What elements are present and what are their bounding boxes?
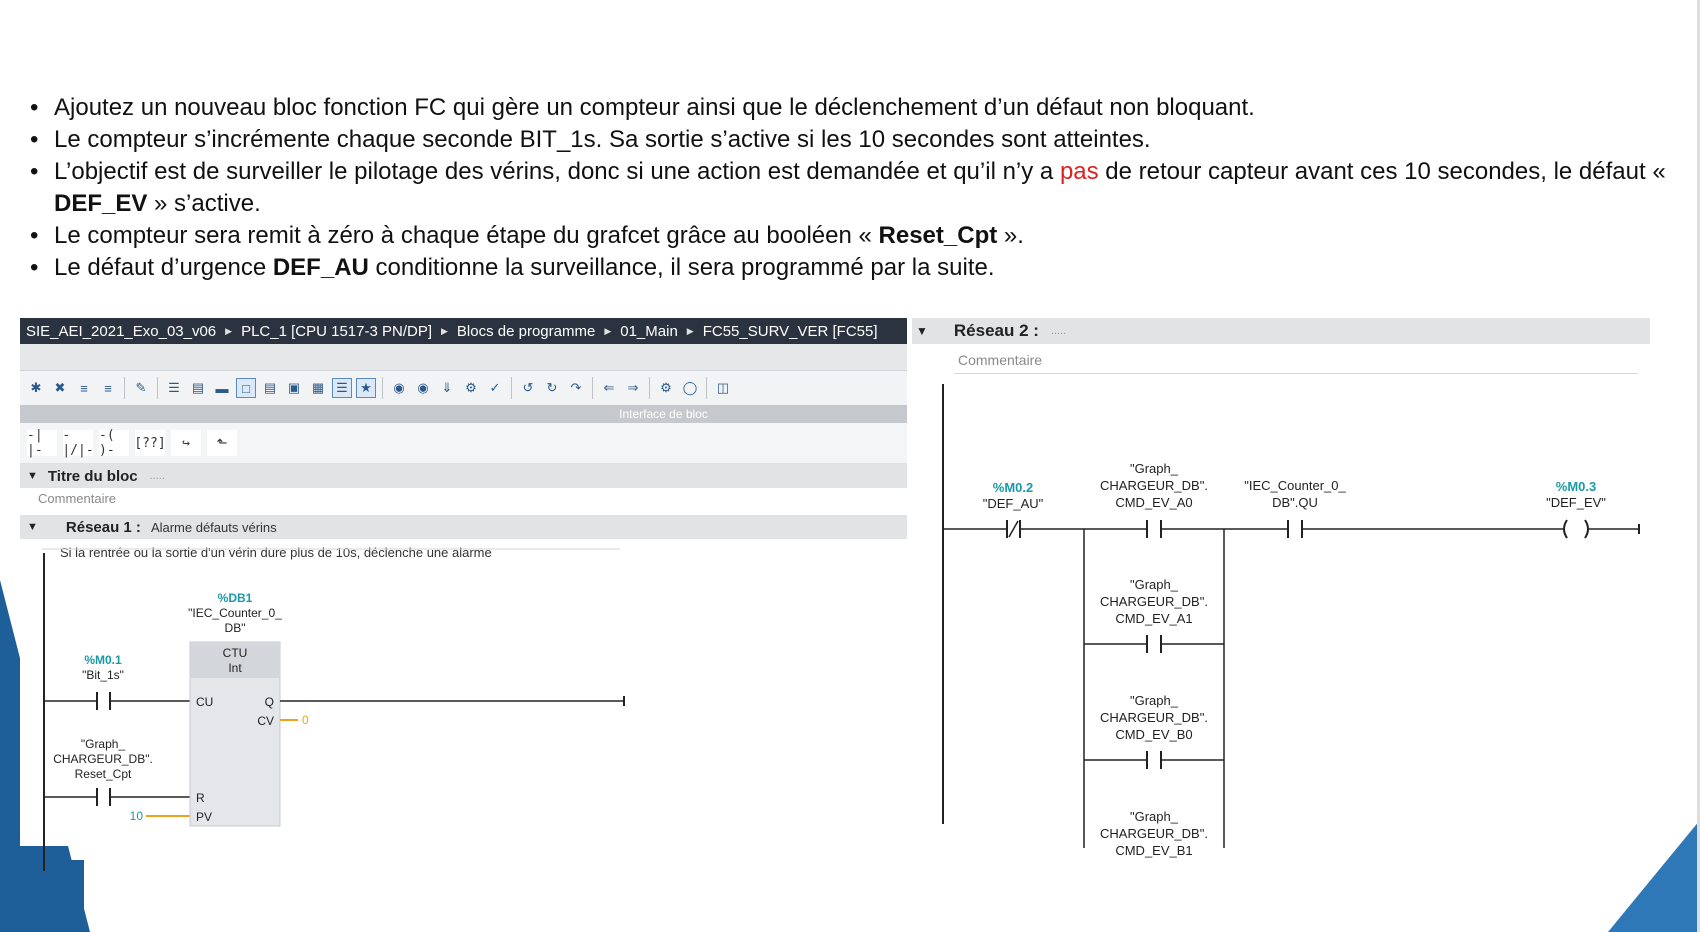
cmd-ev-b0-name-1[interactable]: "Graph_: [1130, 693, 1178, 708]
cmd-ev-b1-name-1[interactable]: "Graph_: [1130, 809, 1178, 824]
breadcrumb-plc[interactable]: PLC_1 [CPU 1517-3 PN/DP]: [241, 322, 432, 340]
ladder-instructions-bar: [20, 423, 907, 464]
def-au-nc-contact[interactable]: [1007, 520, 1020, 538]
favorites-icon[interactable]: ▬: [215, 380, 229, 396]
def-ev-coil[interactable]: [1564, 520, 1588, 538]
block-title-label: Titre du bloc: [47, 467, 138, 485]
step-in-icon[interactable]: ↺: [522, 380, 534, 395]
instruction-5-text: Le défaut d’urgence: [54, 254, 273, 281]
reset-cpt-name-3[interactable]: Reset_Cpt: [74, 767, 132, 781]
instructions-list: [30, 92, 1670, 284]
call-icon[interactable]: ★: [356, 378, 376, 398]
toolbar-divider: [592, 377, 593, 399]
def-ev-address: %M0.3: [1555, 479, 1597, 494]
chevron-right-icon: ▶: [604, 325, 612, 336]
ctu-datatype[interactable]: Int: [228, 661, 242, 675]
toolbar-divider: [706, 377, 707, 399]
tia-editor-panel: [20, 318, 907, 846]
breadcrumb-blocks[interactable]: Blocs de programme: [456, 322, 596, 340]
pin-r: R: [196, 791, 205, 805]
monitor-icon[interactable]: ◉: [393, 380, 405, 395]
open-all-icon[interactable]: ▤: [263, 380, 277, 395]
toolbar-divider: [511, 377, 512, 399]
cmd-ev-a0-name-1[interactable]: "Graph_: [1130, 461, 1178, 476]
close-all-icon[interactable]: ▣: [287, 380, 301, 395]
collapse-triangle-icon[interactable]: ▼: [27, 521, 38, 533]
instruction-4-text: Le compteur sera remit à zéro à chaque étape du grafcet grâce au booléen «: [54, 222, 879, 249]
block-title-placeholder[interactable]: .....: [149, 470, 165, 482]
step-over-icon[interactable]: ↻: [546, 380, 558, 395]
comments-icon[interactable]: □: [236, 378, 256, 398]
insert-network-icon[interactable]: ✱: [30, 380, 42, 395]
def-au-address: %M0.2: [992, 480, 1034, 495]
db-name-1[interactable]: "IEC_Counter_0_: [188, 606, 282, 620]
breadcrumb: [20, 318, 907, 344]
def-au-name[interactable]: "DEF_AU": [982, 496, 1044, 511]
view-icon[interactable]: ◯: [682, 380, 698, 395]
bit-1s-address: %M0.1: [84, 653, 122, 667]
empty-box-icon[interactable]: [??]: [135, 430, 165, 456]
network-1-diagram: [20, 571, 907, 871]
insert-row-icon[interactable]: ≡: [80, 380, 88, 396]
instruction-3: [30, 156, 1670, 220]
pin-cu: CU: [196, 695, 214, 709]
block-interface-label: Interface de bloc: [619, 407, 708, 421]
bit-1s-name[interactable]: "Bit_1s": [82, 668, 124, 682]
cv-value[interactable]: 0: [302, 713, 309, 727]
clear-icon[interactable]: ✎: [135, 380, 147, 395]
coil-icon[interactable]: -( )-: [99, 430, 129, 456]
cmd-ev-b1-name-2[interactable]: CHARGEUR_DB".: [1100, 826, 1208, 841]
db-icon[interactable]: ◫: [716, 380, 730, 395]
breadcrumb-folder[interactable]: 01_Main: [620, 322, 678, 340]
instruction-4-bold: Reset_Cpt: [878, 222, 998, 249]
bit-1s-contact[interactable]: [97, 692, 110, 710]
instruction-1: [30, 92, 1670, 124]
cmd-ev-b0-name-3[interactable]: CMD_EV_B0: [1115, 727, 1193, 742]
instruction-3-bold: DEF_EV: [54, 190, 148, 217]
no-contact-icon[interactable]: -| |-: [27, 430, 57, 456]
pin-q: Q: [264, 695, 274, 709]
cmd-ev-b0-name-2[interactable]: CHARGEUR_DB".: [1100, 710, 1208, 725]
network-2-diagram: [912, 374, 1650, 858]
db-address: %DB1: [217, 591, 253, 605]
absolute-operands-icon[interactable]: ☰: [168, 380, 180, 395]
nc-contact-icon[interactable]: -|/|-: [62, 428, 94, 458]
cmd-ev-a0-name-3[interactable]: CMD_EV_A0: [1115, 495, 1193, 510]
cmd-ev-a1-name-1[interactable]: "Graph_: [1130, 577, 1178, 592]
step-out-icon[interactable]: ↷: [570, 380, 582, 395]
breakpoint-icon[interactable]: ◉: [417, 380, 429, 395]
block-interface-bar[interactable]: [20, 405, 907, 423]
chevron-right-icon: ▶: [441, 325, 448, 336]
delete-network-icon[interactable]: ✖: [54, 380, 66, 395]
instruction-1-text: Ajoutez un nouveau bloc fonction FC qui gère un compteur ainsi que le déclenchement d’un défaut non bloquant.: [54, 94, 1255, 121]
reset-cpt-name-1[interactable]: "Graph_: [80, 737, 126, 751]
close-branch-icon[interactable]: ⬑: [207, 430, 237, 456]
ctu-type: CTU: [222, 646, 248, 660]
cmd-ev-a0-name-2[interactable]: CHARGEUR_DB".: [1100, 478, 1208, 493]
db-name-2[interactable]: DB": [224, 621, 246, 635]
instruction-5-end: conditionne la surveillance, il sera programmé par la suite.: [368, 254, 995, 281]
chevron-right-icon: ▶: [225, 325, 233, 336]
network-1-header[interactable]: [20, 515, 907, 539]
cmd-ev-b0-contact[interactable]: [1147, 751, 1161, 769]
network-2-ladder: [912, 374, 1650, 858]
toolbar-divider: [382, 377, 383, 399]
cmd-ev-a1-name-3[interactable]: CMD_EV_A1: [1115, 611, 1193, 626]
instruction-4-end: ».: [997, 222, 1024, 249]
breadcrumb-block[interactable]: FC55_SURV_VER [FC55]: [702, 322, 878, 340]
toolbar-divider: [649, 377, 650, 399]
cmd-ev-a1-contact[interactable]: [1147, 635, 1161, 653]
cmd-ev-a0-contact[interactable]: [1147, 520, 1161, 538]
check-icon[interactable]: ✓: [489, 380, 501, 395]
reset-cpt-contact[interactable]: [97, 788, 110, 806]
pin-pv: PV: [196, 810, 213, 824]
network-1-label: Réseau 1 :: [65, 518, 141, 536]
pv-value[interactable]: 10: [129, 809, 143, 823]
network-1-ladder: [20, 571, 907, 871]
cmd-ev-b1-name-3[interactable]: CMD_EV_B1: [1115, 843, 1193, 858]
instruction-4: [30, 220, 1670, 252]
instruction-2-text: Le compteur s’incrémente chaque seconde BIT_1s. Sa sortie s’active si les 10 secondes sont atteintes.: [54, 126, 1151, 153]
settings-icon[interactable]: ⚙: [660, 380, 672, 395]
counter-qu-name-2[interactable]: DB".QU: [1272, 495, 1318, 510]
network-2-comment[interactable]: Commentaire: [954, 346, 1638, 374]
breadcrumb-project[interactable]: SIE_AEI_2021_Exo_03_v06: [26, 322, 217, 340]
display-icon[interactable]: ▤: [191, 380, 205, 395]
editor-toolbar: [20, 371, 907, 405]
def-ev-name[interactable]: "DEF_EV": [1546, 495, 1606, 510]
instruction-3-highlight: pas: [1059, 158, 1099, 185]
instruction-3-text: L’objectif est de surveiller le pilotage des vérins, donc si une action est demandée et qu’il n’y a: [54, 158, 1060, 185]
instruction-5: [30, 252, 1670, 284]
collapse-triangle-icon[interactable]: ▼: [916, 324, 928, 338]
zoom-icon[interactable]: ▦: [311, 380, 325, 395]
network-2-header[interactable]: [912, 318, 1650, 344]
instruction-5-bold: DEF_AU: [272, 254, 369, 281]
reset-cpt-name-2[interactable]: CHARGEUR_DB".: [53, 752, 153, 766]
go-to-icon[interactable]: ⇐: [603, 380, 615, 395]
counter-qu-contact[interactable]: [1288, 520, 1302, 538]
block-title-header[interactable]: [20, 464, 907, 488]
instruction-2: [30, 124, 1670, 156]
block-comment[interactable]: Commentaire: [38, 491, 117, 506]
counter-qu-name-1[interactable]: "IEC_Counter_0_: [1244, 478, 1346, 493]
network-2-panel: [912, 318, 1650, 858]
toolbar-divider: [157, 377, 158, 399]
network-2-title-placeholder[interactable]: .....: [1050, 325, 1067, 337]
instruction-3-text-b: de retour capteur avant ces 10 secondes, le défaut «: [1098, 158, 1666, 185]
navigate-icon[interactable]: ☰: [332, 378, 352, 398]
add-row-icon[interactable]: ≡: [104, 380, 112, 396]
cmd-ev-a1-name-2[interactable]: CHARGEUR_DB".: [1100, 594, 1208, 609]
open-branch-icon[interactable]: ↪: [171, 430, 201, 456]
pin-cv: CV: [257, 714, 274, 728]
network-1-title[interactable]: Alarme défauts vérins: [150, 519, 277, 535]
compare-icon[interactable]: ⚙: [465, 380, 477, 395]
network-1-comment[interactable]: Si la rentrée ou la sortie d'un vérin dure plus de 10s, déclenche une alarme: [60, 545, 492, 560]
chevron-right-icon: ▶: [686, 325, 694, 336]
editor-header-bar: [20, 344, 907, 371]
toolbar-divider: [124, 377, 125, 399]
network-2-label: Réseau 2 :: [953, 321, 1039, 340]
go-back-icon[interactable]: ⇒: [627, 380, 639, 395]
collapse-triangle-icon[interactable]: ▼: [27, 470, 38, 482]
instruction-3-end: » s’active.: [147, 190, 261, 217]
download-icon[interactable]: ⇓: [441, 380, 453, 395]
